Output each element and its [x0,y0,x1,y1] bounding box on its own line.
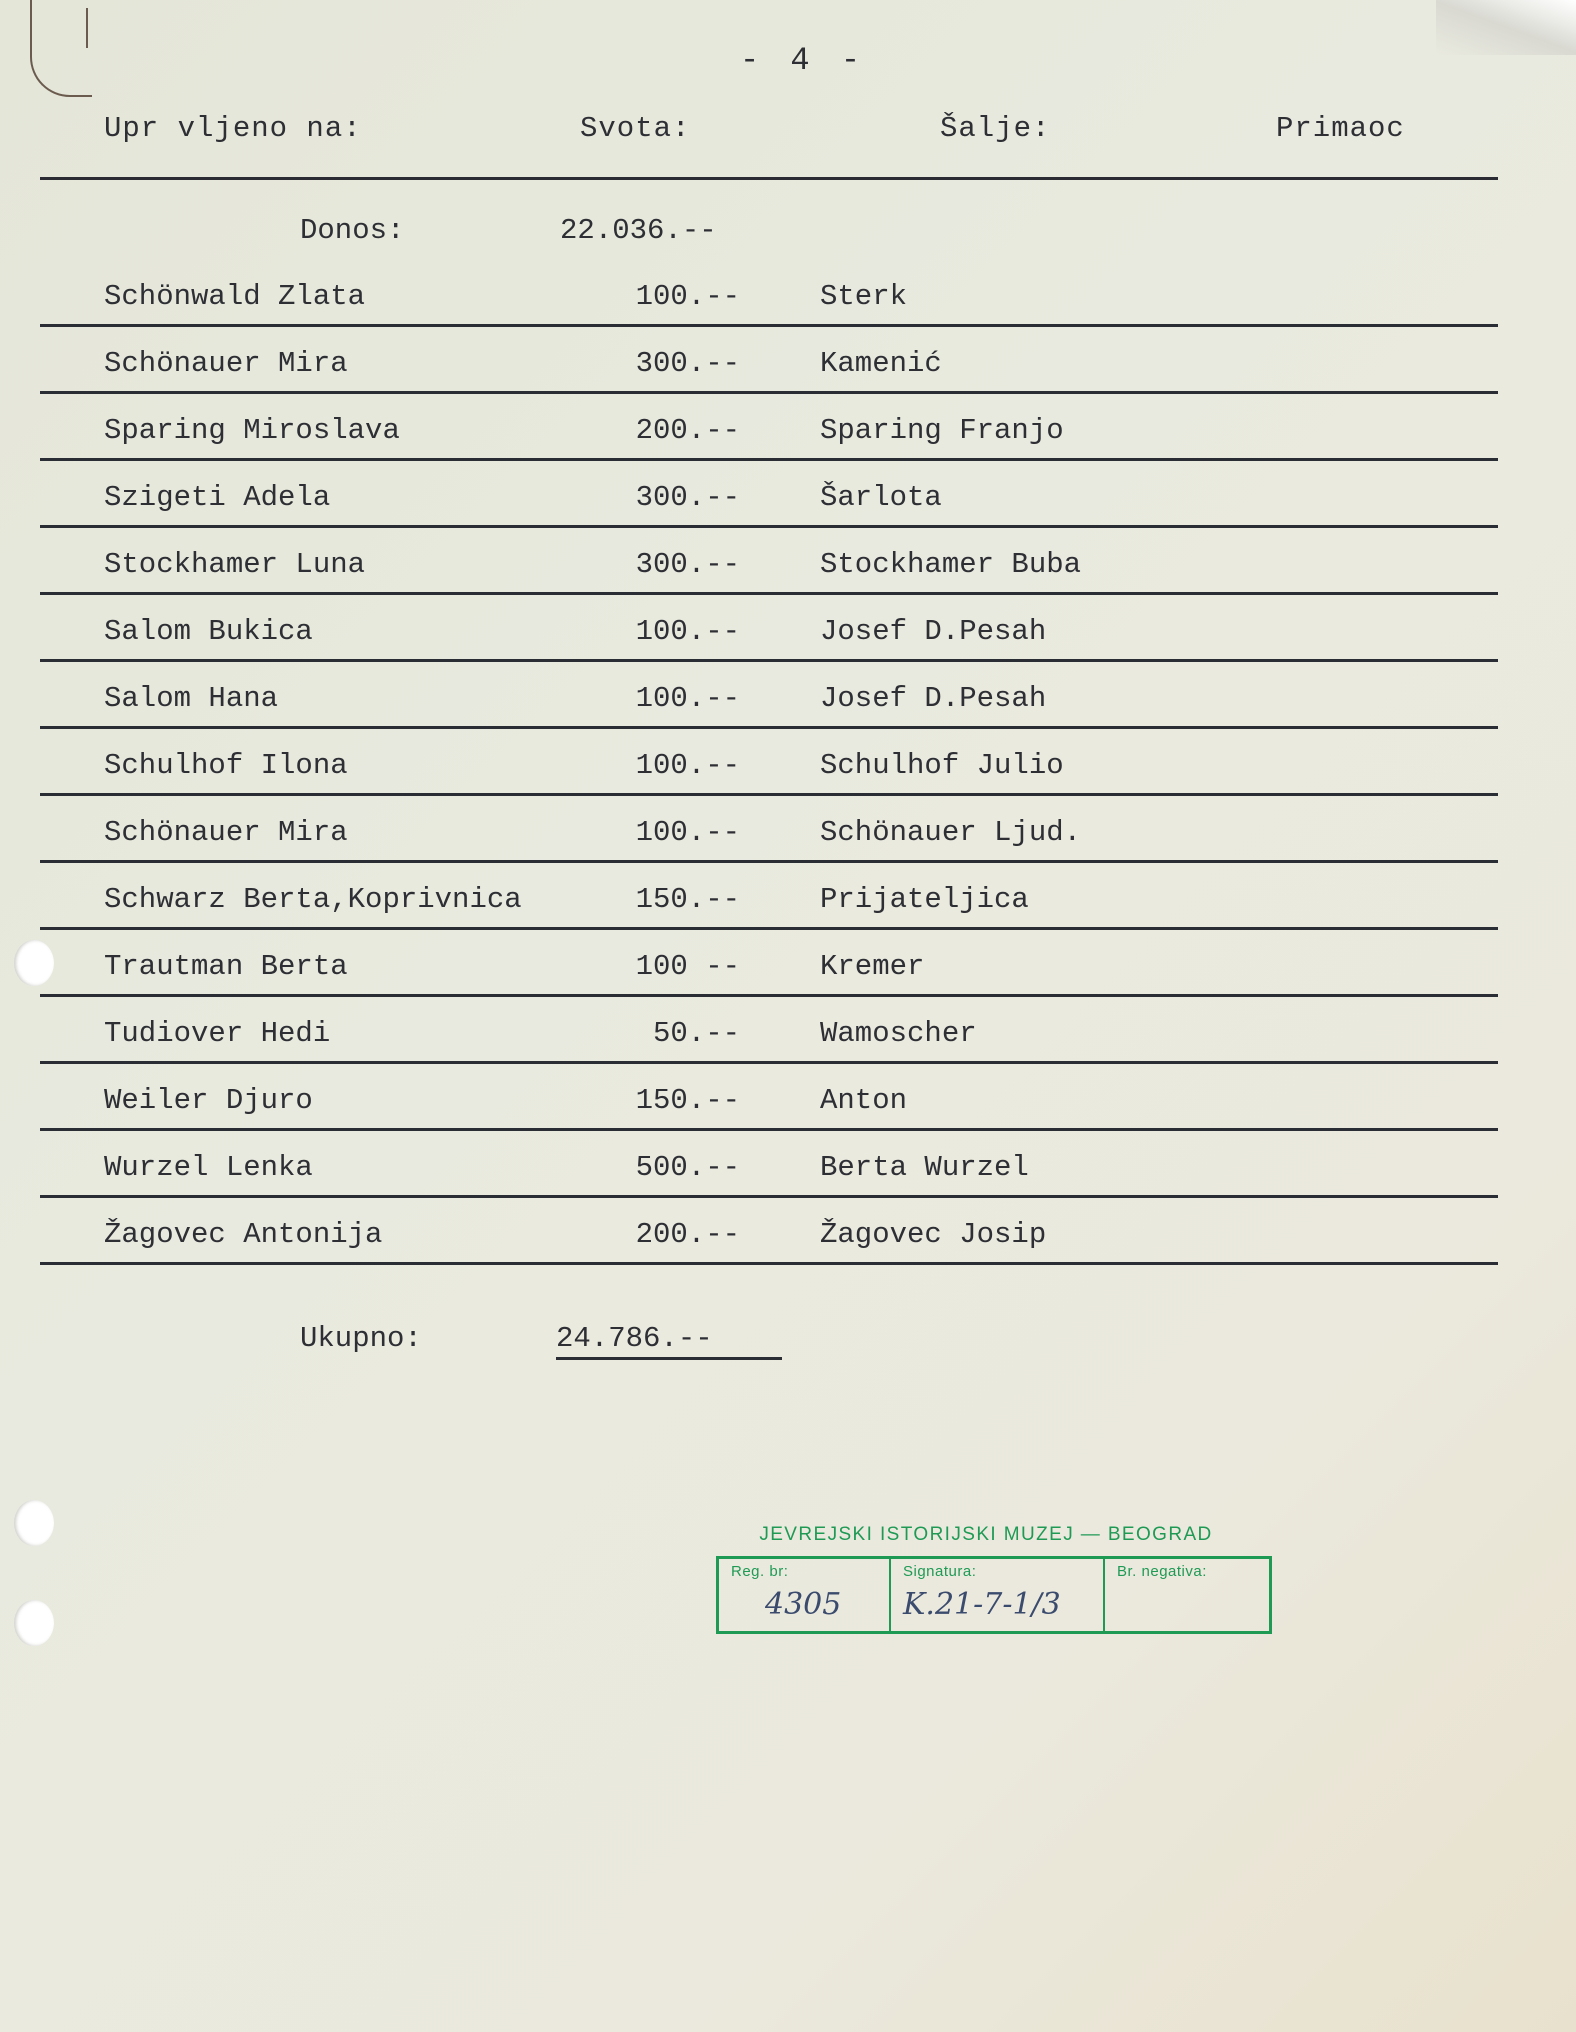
stamp-reg-cell [719,1559,891,1631]
sender-name: Anton [820,1084,908,1117]
recipient-name: Salom Hana [104,682,279,715]
recipient-name: Sparing Miroslava [104,414,400,447]
header-recipient: Upr vljeno na: [104,112,362,145]
sender-name: Kremer [820,950,925,983]
amount: 100.-- [635,749,740,782]
torn-corner [1436,0,1576,55]
table-row [0,280,1576,347]
recipient-name: Wurzel Lenka [104,1151,313,1184]
sender-name: Prijateljica [820,883,1029,916]
total-value: 24.786.-- [556,1322,713,1355]
recipient-name: Szigeti Adela [104,481,331,514]
amount: 300.-- [635,548,740,581]
row-underline [40,592,1498,595]
row-underline [40,1061,1498,1064]
total-label: Ukupno: [300,1322,422,1355]
header-amount: Svota: [580,112,691,145]
sender-name: Schulhof Julio [820,749,1064,782]
sender-name: Berta Wurzel [820,1151,1029,1184]
amount: 200.-- [635,414,740,447]
table-row [0,950,1576,1017]
row-underline [40,458,1498,461]
sender-name: Sterk [820,280,908,313]
recipient-name: Trautman Berta [104,950,348,983]
table-row [0,347,1576,414]
amount: 100.-- [635,280,740,313]
amount: 100.-- [635,682,740,715]
table-row [0,414,1576,481]
amount: 150.-- [635,883,740,916]
recipient-name: Schönauer Mira [104,816,348,849]
table-row [0,1084,1576,1151]
row-underline [40,1195,1498,1198]
amount: 300.-- [635,347,740,380]
margin-pencil-tick [86,8,88,48]
recipient-name: Stockhamer Luna [104,548,366,581]
header-rule [40,177,1498,180]
row-underline [40,994,1498,997]
amount: 200.-- [635,1218,740,1251]
row-underline [40,860,1498,863]
amount: 50.-- [652,1017,740,1050]
total-underline [556,1357,782,1360]
amount: 100.-- [635,615,740,648]
row-underline [40,927,1498,930]
punch-hole [14,1600,54,1646]
stamp-signature-value: K.21-7-1/3 [903,1587,1061,1622]
table-row [0,1017,1576,1084]
row-underline [40,726,1498,729]
amount: 100.-- [635,816,740,849]
amount: 500.-- [635,1151,740,1184]
row-underline [40,525,1498,528]
carry-label: Donos: [300,214,405,247]
stamp-reg-label: Reg. br: [731,1563,789,1580]
recipient-name: Schulhof Ilona [104,749,348,782]
museum-stamp [716,1524,1276,1634]
table-row [0,481,1576,548]
sender-name: Josef D.Pesah [820,682,1047,715]
sender-name: Šarlota [820,481,942,514]
stamp-signature-cell [891,1559,1105,1631]
sender-name: Žagovec Josip [820,1218,1047,1251]
sender-name: Sparing Franjo [820,414,1064,447]
margin-pencil-mark [30,0,92,97]
table-row [0,1218,1576,1285]
recipient-name: Salom Bukica [104,615,313,648]
row-underline [40,793,1498,796]
sender-name: Stockhamer Buba [820,548,1082,581]
stamp-negative-cell [1105,1559,1269,1631]
table-row [0,548,1576,615]
stamp-negative-label: Br. negativa: [1117,1563,1207,1580]
table-row [0,883,1576,950]
recipient-name: Žagovec Antonija [104,1218,383,1251]
amount: 300.-- [635,481,740,514]
header-sender: Šalje: [940,112,1051,145]
table-row [0,1151,1576,1218]
carry-value: 22.036.-- [560,214,717,247]
sender-name: Josef D.Pesah [820,615,1047,648]
stamp-signature-label: Signatura: [903,1563,977,1580]
recipient-name: Weiler Djuro [104,1084,313,1117]
table-row [0,749,1576,816]
row-underline [40,1262,1498,1265]
stamp-box [716,1556,1272,1634]
punch-hole [14,1500,54,1546]
amount: 100 -- [635,950,740,983]
stamp-reg-value: 4305 [765,1587,842,1622]
table-row [0,682,1576,749]
sender-name: Kamenić [820,347,942,380]
recipient-name: Schönauer Mira [104,347,348,380]
row-underline [40,659,1498,662]
recipient-name: Schwarz Berta,Koprivnica [104,883,522,916]
table-row [0,615,1576,682]
row-underline [40,324,1498,327]
header-receiver: Primaoc [1276,112,1405,145]
recipient-name: Tudiover Hedi [104,1017,331,1050]
sender-name: Schönauer Ljud. [820,816,1082,849]
row-underline [40,1128,1498,1131]
amount: 150.-- [635,1084,740,1117]
row-underline [40,391,1498,394]
sender-name: Wamoscher [820,1017,977,1050]
page-number: - 4 - [740,42,867,79]
table-row [0,816,1576,883]
stamp-title: JEVREJSKI ISTORIJSKI MUZEJ — BEOGRAD [759,1524,1213,1545]
recipient-name: Schönwald Zlata [104,280,366,313]
